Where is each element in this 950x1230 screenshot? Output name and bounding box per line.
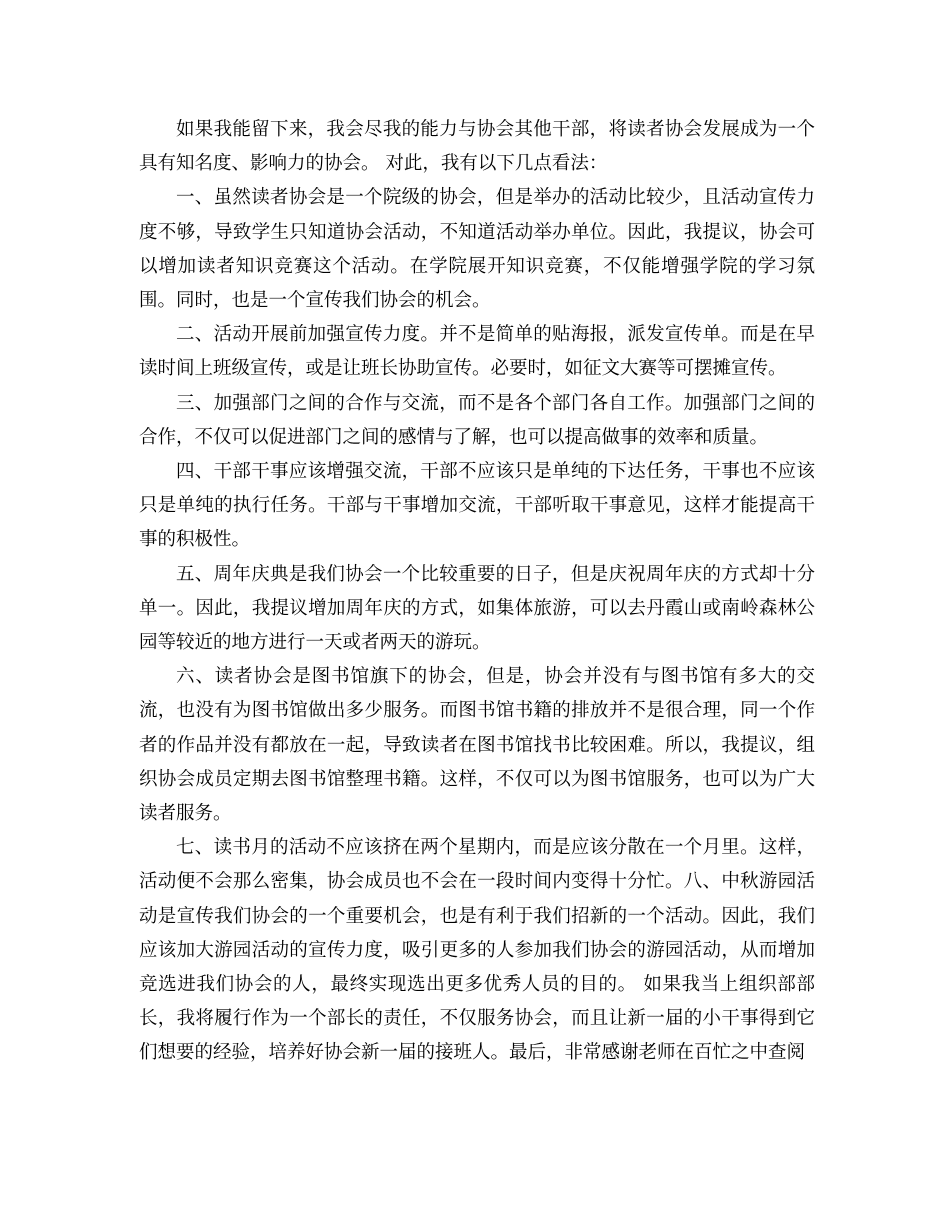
paragraph-intro: 如果我能留下来，我会尽我的能力与协会其他干部，将读者协会发展成为一个具有知名度、影响力的协会。 对此，我有以下几点看法：	[139, 119, 815, 175]
paragraph-point-4: 四、干部干事应该增强交流，干部不应该只是单纯的下达任务，干事也不应该只是单纯的执行任务。干部与干事增加交流，干部听取干事意见，这样才能提高干事的积极性。	[139, 461, 815, 551]
document-body	[139, 113, 815, 1071]
paragraph-point-3: 三、加强部门之间的合作与交流，而不是各个部门各自工作。加强部门之间的合作，不仅可以促进部门之间的感情与了解，也可以提高做事的效率和质量。	[139, 392, 815, 448]
paragraph-point-7: 七、读书月的活动不应该挤在两个星期内，而是应该分散在一个月里。这样，活动便不会那么密集，协会成员也不会在一段时间内变得十分忙。八、中秋游园活动是宣传我们协会的一个重要机会，也是有利于我们招新的一个活动。因此，我们应该加大游园活动的宣传力度，吸引更多的人参加我们协会的游园活动，从而增加竞选进我们协会的人，最终实现选出更多优秀人员的目的。 如果我当上组织部部长，我将履行作为一个部长的责任，不仅服务协会，而且让新一届的小干事得到它们想要的经验，培养好协会新一届的接班人。最后，非常感谢老师在百忙之中查阅	[139, 837, 815, 1064]
paragraph-point-5: 五、周年庆典是我们协会一个比较重要的日子，但是庆祝周年庆的方式却十分单一。因此，我提议增加周年庆的方式，如集体旅游，可以去丹霞山或南岭森林公园等较近的地方进行一天或者两天的游玩。	[139, 563, 815, 654]
paragraph-point-2: 二、活动开展前加强宣传力度。并不是简单的贴海报，派发宣传单。而是在早读时间上班级宣传，或是让班长协助宣传。必要时，如征文大赛等可摆摊宣传。	[139, 324, 815, 380]
paragraph-point-1: 一、虽然读者协会是一个院级的协会，但是举办的活动比较少，且活动宣传力度不够，导致学生只知道协会活动，不知道活动举办单位。因此，我提议，协会可以增加读者知识竞赛这个活动。在学院展开知识竞赛，不仅能增强学院的学习氛围。同时，也是一个宣传我们协会的机会。	[139, 187, 815, 312]
paragraph-point-6: 六、读者协会是图书馆旗下的协会，但是，协会并没有与图书馆有多大的交流，也没有为图书馆做出多少服务。而图书馆书籍的排放并不是很合理，同一个作者的作品并没有都放在一起，导致读者在图书馆找书比较困难。所以，我提议，组织协会成员定期去图书馆整理书籍。这样，不仅可以为图书馆服务，也可以为广大读者服务。	[139, 666, 815, 825]
